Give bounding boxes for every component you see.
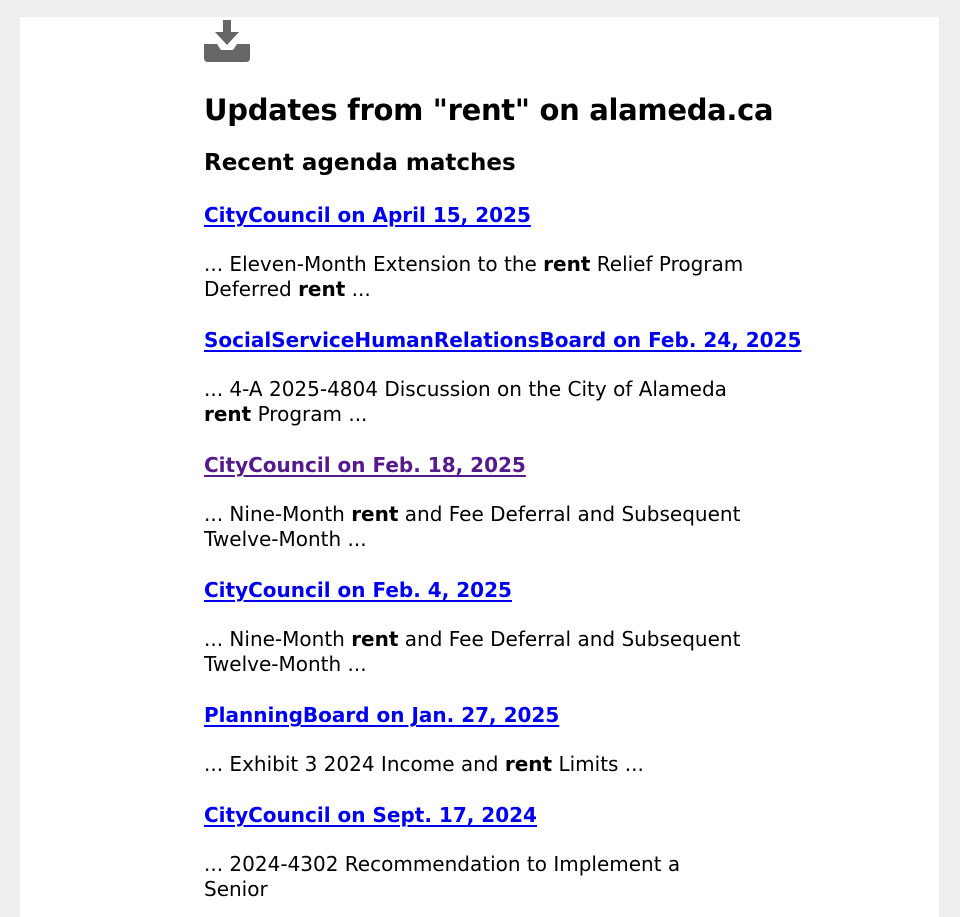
- snippet-text: ... Exhibit 3 2024 Income and: [204, 752, 505, 776]
- snippet-text: ... 4-A 2025-4804 Discussion on the City of Alameda: [204, 377, 727, 401]
- snippet-text: ... Eleven-Month Extension to the: [204, 252, 544, 276]
- content-column: [204, 17, 804, 902]
- match-link[interactable]: CityCouncil on Sept. 17, 2024: [204, 803, 537, 827]
- snippet-text: ...: [345, 277, 371, 301]
- snippet-text: Limits ...: [552, 752, 644, 776]
- match-item: [204, 700, 804, 777]
- match-link[interactable]: CityCouncil on Feb. 4, 2025: [204, 578, 512, 602]
- highlighted-term: rent: [543, 252, 591, 276]
- download-tray-icon: [204, 20, 250, 62]
- snippet-text: Program ...: [251, 402, 368, 426]
- match-item: [204, 325, 804, 427]
- highlighted-term: rent: [298, 277, 346, 301]
- highlighted-term: rent: [351, 627, 399, 651]
- match-item: [204, 450, 804, 552]
- snippet-text: ... Nine-Month: [204, 627, 352, 651]
- match-link[interactable]: CityCouncil on April 15, 2025: [204, 203, 531, 227]
- snippet-text: and Fee Deferral and Subsequent Twelve-Month ...: [204, 502, 741, 551]
- match-snippet: [204, 252, 744, 302]
- highlighted-term: rent: [504, 752, 553, 776]
- match-snippet: [204, 752, 744, 777]
- match-item: [204, 200, 804, 302]
- match-link[interactable]: PlanningBoard on Jan. 27, 2025: [204, 703, 560, 727]
- highlighted-term: rent: [351, 502, 399, 526]
- matches-list: [204, 200, 804, 902]
- match-snippet: [204, 627, 744, 677]
- match-link[interactable]: CityCouncil on Feb. 18, 2025: [204, 453, 526, 477]
- snippet-text: and Fee Deferral and Subsequent Twelve-Month ...: [204, 627, 741, 676]
- logo-shape: [204, 20, 250, 62]
- match-snippet: [204, 502, 744, 552]
- match-link[interactable]: SocialServiceHumanRelationsBoard on Feb. 24, 2025: [204, 328, 802, 352]
- snippet-text: ... Nine-Month: [204, 502, 352, 526]
- email-page: [20, 17, 939, 917]
- match-snippet: [204, 852, 744, 902]
- snippet-text: ... 2024-4302 Recommendation to Implement a Senior: [204, 852, 681, 901]
- snippet-text: Relief Program Deferred: [204, 252, 744, 301]
- match-item: [204, 800, 804, 902]
- match-item: [204, 575, 804, 677]
- match-snippet: [204, 377, 744, 427]
- section-title: Recent agenda matches: [204, 150, 516, 176]
- highlighted-term: rent: [204, 402, 252, 426]
- page-title: Updates from "rent" on alameda.ca: [204, 93, 774, 127]
